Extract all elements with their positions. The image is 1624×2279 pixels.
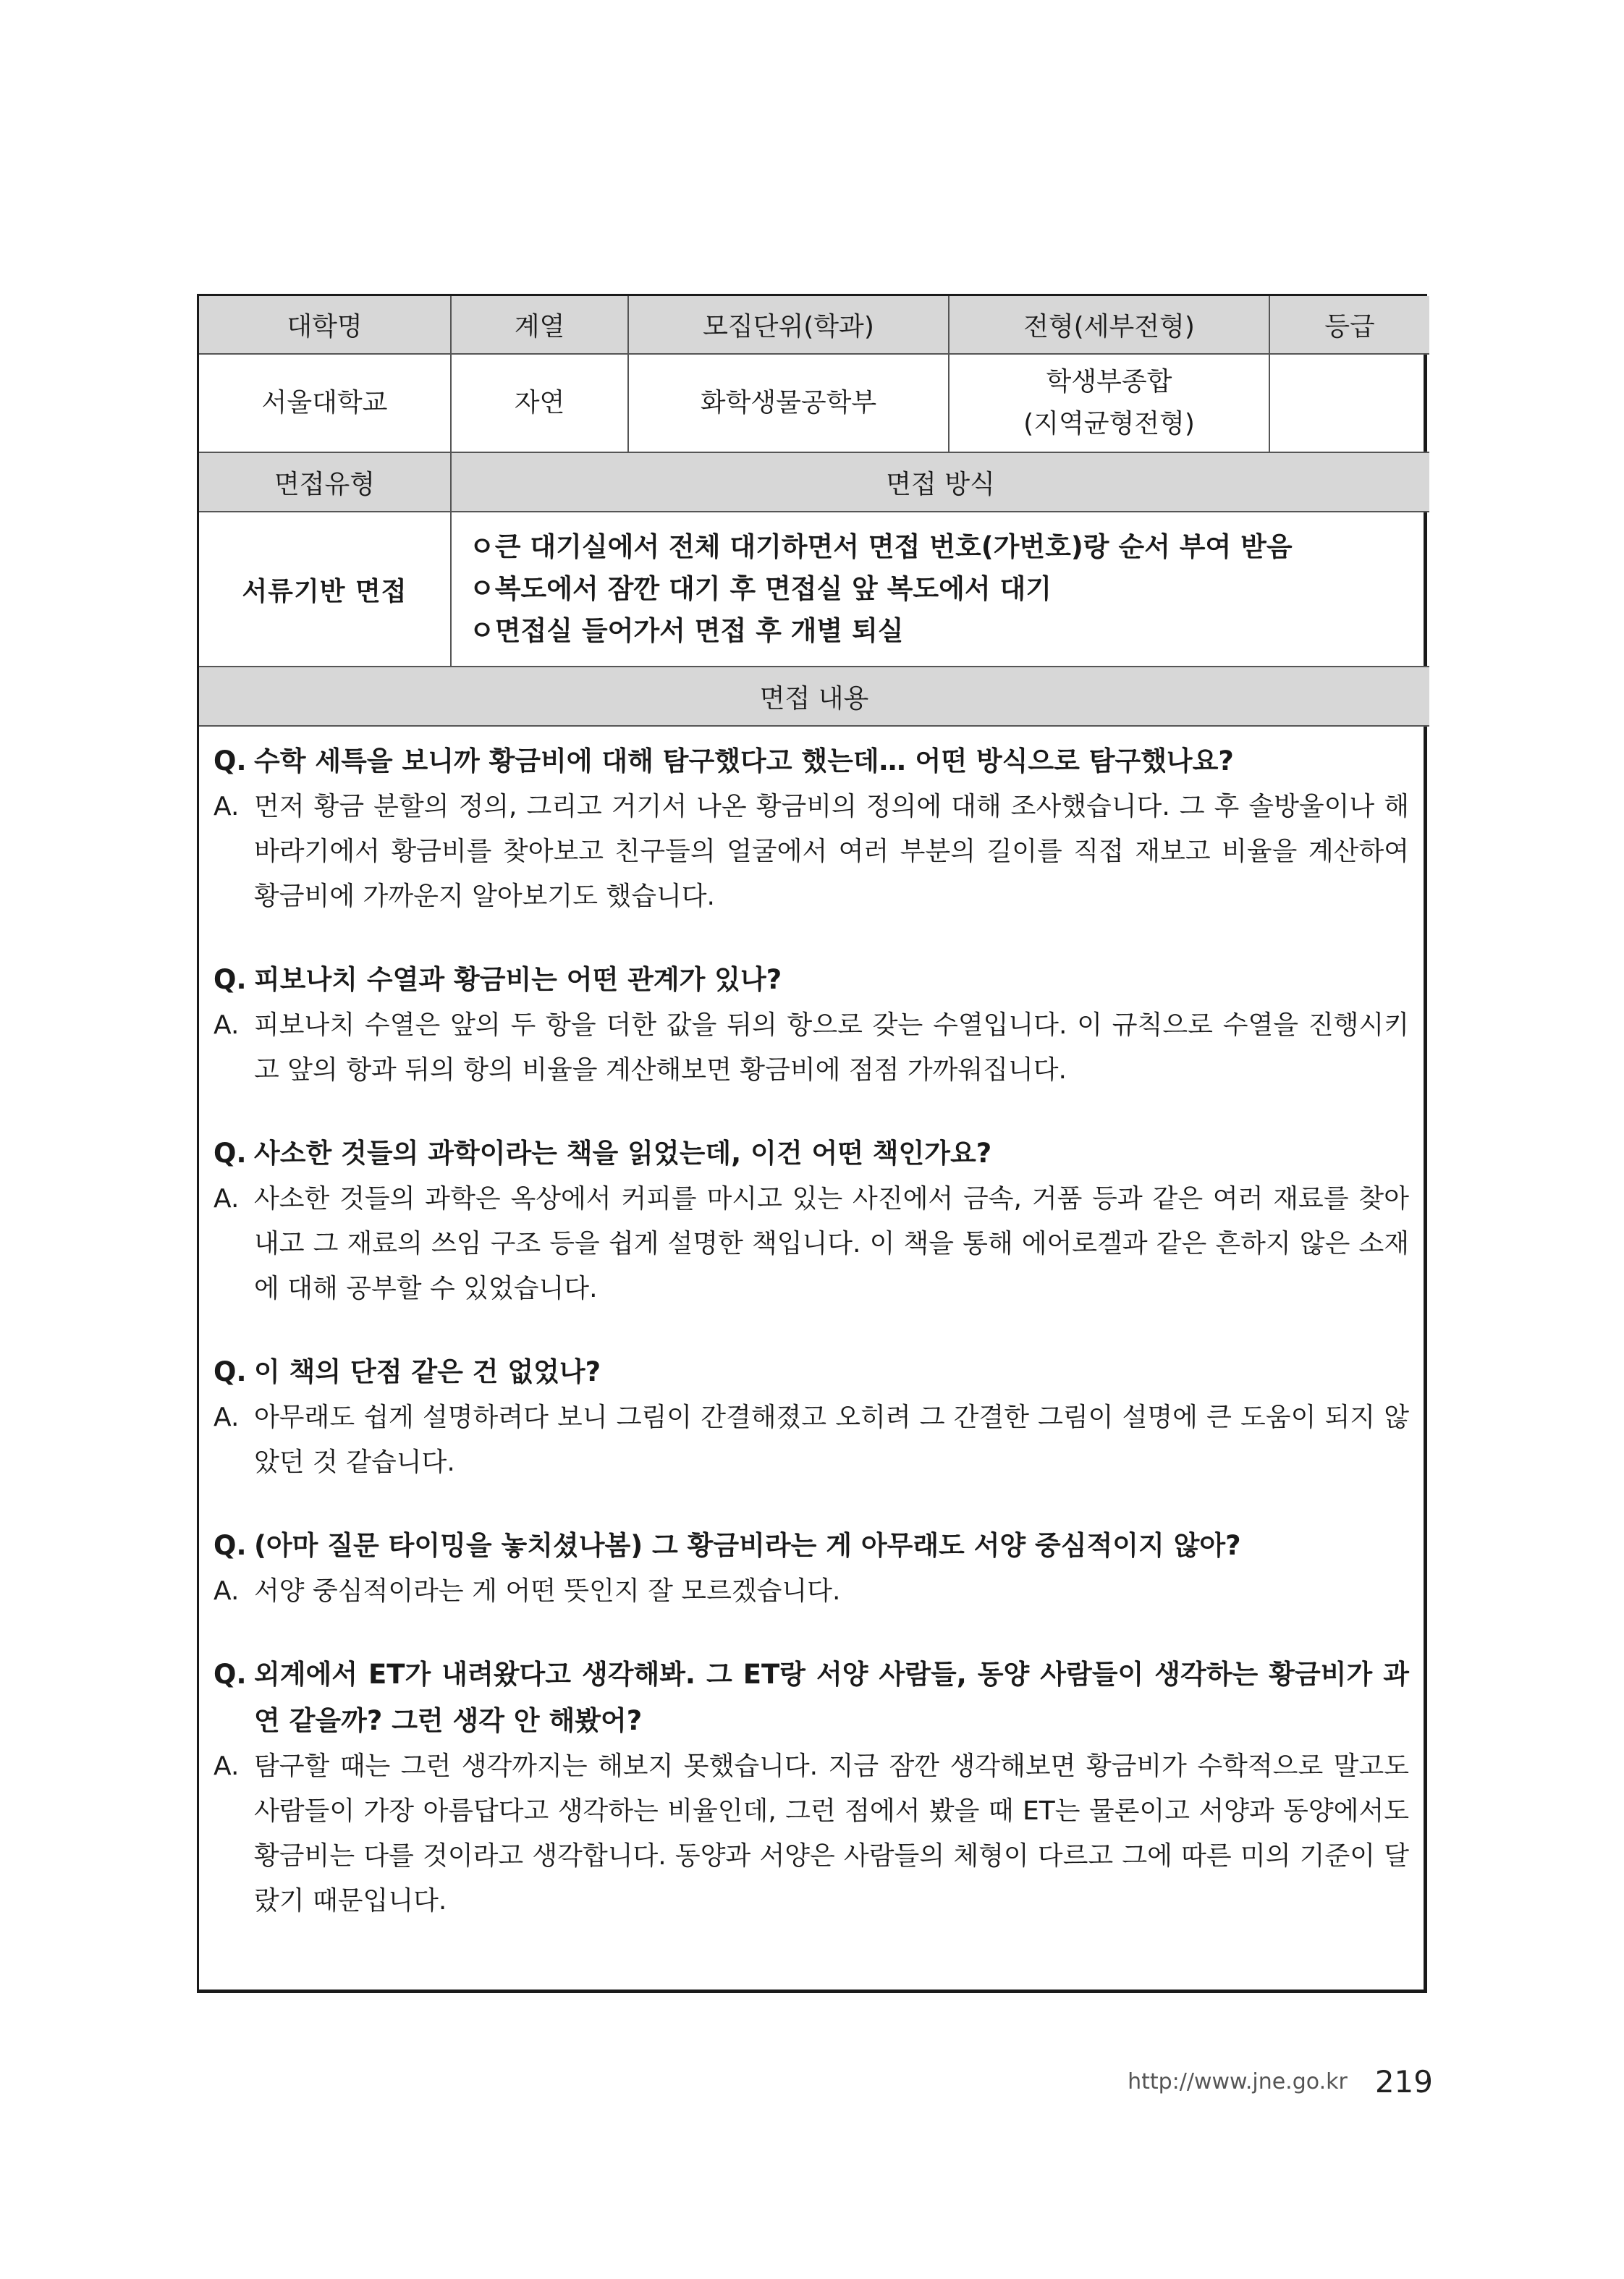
- admission-line-1: 학생부종합: [1046, 367, 1172, 397]
- interview-type: 서류기반 면접: [199, 512, 451, 667]
- question-text: (아마 질문 타이밍을 놓치셨나봄) 그 황금비라는 게 아무래도 서양 중심적이지 않아?: [254, 1530, 1241, 1561]
- header-university: 대학명: [199, 296, 451, 354]
- cell-university: 서울대학교: [199, 354, 451, 452]
- cell-grade: [1269, 354, 1429, 452]
- answer-text: 아무래도 쉽게 설명하려다 보니 그림이 간결해졌고 오히려 그 간결한 그림이 설명에 큰 도움이 되지 않았던 것 같습니다.: [254, 1403, 1409, 1477]
- answer: [213, 1177, 1409, 1311]
- a-label: A.: [213, 792, 240, 821]
- data-row: [199, 354, 1429, 452]
- method-item: ㅇ큰 대기실에서 전체 대기하면서 면접 번호(가번호)랑 순서 부여 받음: [469, 531, 1293, 562]
- interview-header-row: [199, 452, 1429, 512]
- header-track: 계열: [451, 296, 628, 354]
- interview-method-row: [199, 512, 1429, 667]
- question: [213, 1523, 1409, 1569]
- question-text: 사소한 것들의 과학이라는 책을 읽었는데, 이건 어떤 책인가요?: [254, 1138, 992, 1169]
- question: [213, 1652, 1409, 1744]
- qa-block: [213, 738, 1409, 919]
- question: [213, 1130, 1409, 1177]
- interview-record-sheet: [197, 294, 1427, 1993]
- content-header: 면접 내용: [199, 667, 1429, 726]
- qa-block: [213, 1349, 1409, 1485]
- info-table: [199, 296, 1429, 727]
- question: [213, 1349, 1409, 1395]
- answer-text: 피보나치 수열은 앞의 두 항을 더한 값을 뒤의 항으로 갖는 수열입니다. 이 규칙으로 수열을 진행시키고 앞의 항과 뒤의 항의 비율을 계산해보면 황금비에 점점 가까워집니다.: [254, 1010, 1409, 1085]
- footer-url-link[interactable]: http://www.jne.go.kr: [1128, 2068, 1348, 2094]
- qa-block: [213, 957, 1409, 1093]
- method-item: ㅇ면접실 들어가서 면접 후 개별 퇴실: [469, 615, 904, 646]
- answer: [213, 1569, 1409, 1614]
- q-label: Q.: [213, 1530, 247, 1561]
- question-text: 이 책의 단점 같은 건 없었나?: [254, 1356, 601, 1387]
- header-admission: 전형(세부전형): [949, 296, 1269, 354]
- a-label: A.: [213, 1576, 240, 1606]
- header-row: [199, 296, 1429, 354]
- interview-type-header: 면접유형: [199, 452, 451, 512]
- admission-line-2: (지역균형전형): [1023, 409, 1195, 439]
- a-label: A.: [213, 1184, 240, 1214]
- page-footer: [1129, 2060, 1433, 2103]
- page-number: 219: [1374, 2063, 1433, 2100]
- method-item: ㅇ복도에서 잠깐 대기 후 면접실 앞 복도에서 대기: [469, 573, 1052, 604]
- cell-admission: [949, 354, 1269, 452]
- qa-block: [213, 1652, 1409, 1924]
- answer-text: 서양 중심적이라는 게 어떤 뜻인지 잘 모르겠습니다.: [254, 1576, 841, 1606]
- a-label: A.: [213, 1751, 240, 1781]
- answer: [213, 785, 1409, 919]
- q-label: Q.: [213, 1659, 247, 1690]
- answer: [213, 1395, 1409, 1485]
- question-text: 피보나치 수열과 황금비는 어떤 관계가 있나?: [254, 964, 782, 995]
- cell-department: 화학생물공학부: [628, 354, 949, 452]
- qa-block: [213, 1523, 1409, 1614]
- cell-track: 자연: [451, 354, 628, 452]
- q-label: Q.: [213, 745, 247, 777]
- a-label: A.: [213, 1403, 240, 1432]
- q-label: Q.: [213, 964, 247, 995]
- q-label: Q.: [213, 1356, 247, 1387]
- interview-method-header: 면접 방식: [451, 452, 1429, 512]
- header-grade: 등급: [1269, 296, 1429, 354]
- answer: [213, 1744, 1409, 1924]
- question-text: 외계에서 ET가 내려왔다고 생각해봐. 그 ET랑 서양 사람들, 동양 사람들이 생각하는 황금비가 과연 같을까? 그런 생각 안 해봤어?: [254, 1659, 1409, 1736]
- answer-text: 사소한 것들의 과학은 옥상에서 커피를 마시고 있는 사진에서 금속, 거품 등과 같은 여러 재료를 찾아내고 그 재료의 쓰임 구조 등을 쉽게 설명한 책입니다. 이 책을 통해 에어로겔과 같은 흔하지 않은 소재에 대해 공부할 수 있었습니다.: [254, 1184, 1409, 1303]
- qa-section: [199, 727, 1424, 1924]
- question: [213, 738, 1409, 785]
- answer-text: 먼저 황금 분할의 정의, 그리고 거기서 나온 황금비의 정의에 대해 조사했습니다. 그 후 솔방울이나 해바라기에서 황금비를 찾아보고 친구들의 얼굴에서 여러 부분의 길이를 직접 재보고 비율을 계산하여 황금비에 가까운지 알아보기도 했습니다.: [254, 792, 1409, 911]
- footer-bar-icon: [1362, 2068, 1365, 2094]
- question-text: 수학 세특을 보니까 황금비에 대해 탐구했다고 했는데… 어떤 방식으로 탐구했나요?: [254, 745, 1234, 777]
- qa-block: [213, 1130, 1409, 1311]
- interview-method-list: [451, 512, 1429, 667]
- q-label: Q.: [213, 1138, 247, 1169]
- header-department: 모집단위(학과): [628, 296, 949, 354]
- answer-text: 탐구할 때는 그런 생각까지는 해보지 못했습니다. 지금 잠깐 생각해보면 황금비가 수학적으로 말고도 사람들이 가장 아름답다고 생각하는 비율인데, 그런 점에서 봤을 때 ET는 물론이고 서양과 동양에서도 황금비는 다를 것이라고 생각합니다. 동양과 서양은 사람들의 체형이 다르고 그에 따른 미의 기준이 달랐기 때문입니다.: [254, 1751, 1409, 1916]
- a-label: A.: [213, 1010, 240, 1040]
- content-header-row: [199, 667, 1429, 726]
- question: [213, 957, 1409, 1003]
- answer: [213, 1003, 1409, 1093]
